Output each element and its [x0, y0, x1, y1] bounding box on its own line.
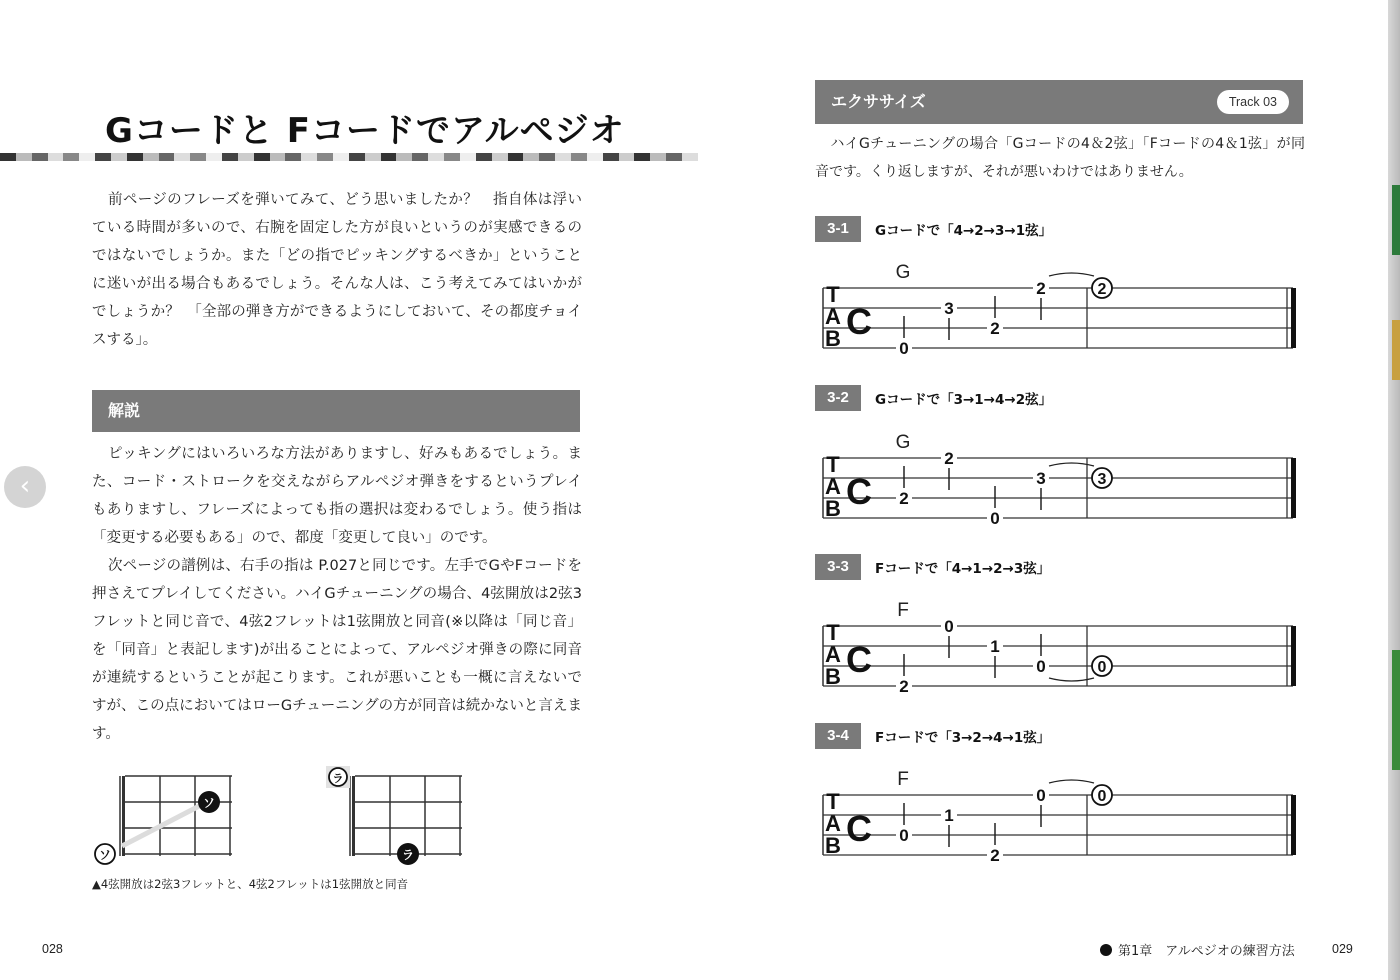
tab-staff-3-1: [815, 258, 1305, 358]
exercise-label-3-4: [815, 723, 1050, 749]
exercise-number: 3-3: [815, 554, 861, 580]
book-edge: [1388, 0, 1400, 980]
tab-fret-number: 0: [1036, 657, 1046, 676]
marker-label: ラ: [401, 848, 415, 862]
marker-label: ソ: [98, 848, 112, 862]
exercise-number: 3-1: [815, 216, 861, 242]
tab-fret-number: 0: [899, 826, 909, 845]
time-signature: C: [846, 639, 872, 680]
chord-name: G: [895, 432, 911, 453]
tab-clef-letter: T: [826, 789, 840, 814]
tab-staff-3-4: [815, 765, 1305, 865]
page-title: Gコードと Fコードでアルペジオ: [105, 111, 625, 151]
chapter-bullet-icon: [1100, 944, 1112, 956]
tab-end-thick-bar: [1291, 626, 1296, 686]
exercise-description-text: ハイGチューニングの場合「Gコードの4＆2弦」「Fコードの4＆1弦」が同音です。くり返しますが、それが悪いわけではありません。: [815, 136, 1305, 180]
tab-clef-letter: B: [825, 664, 841, 689]
tie-slur: [1049, 273, 1094, 276]
tab-fret-number: 2: [944, 449, 954, 468]
intro-text: 前ページのフレーズを弾いてみて、どう思いましたか？ 指自体は浮いている時間が多いので、右腕を固定した方が良いというのが実感できるのではないでしょうか。また「どの指でピッキングするべきか」ということに迷いが出る場合もあるでしょう。そんな人は、こう考えてみてはいかがでしょうか？ 「全部の弾き方ができるようにしておいて、その都度チョイスする」。: [92, 192, 582, 348]
tab-fret-number: 3: [1036, 469, 1046, 488]
explanation-text-2: 次ページの譜例は、右手の指は P.027と同じです。左手でGやFコードを押さえてプレイしてください。ハイGチューニングの場合、4弦開放は2弦3フレットと同じ音で、4弦2フレットは1弦開放と同音(※以降は「同じ音」を「同音」と表記します)が出ることによって、アルペジオ弾きの際に同音が連続するということが起こります。これが悪いことも一概に言えないですが、この点においてはローGチューニングの方が同音は続かないと言えます。: [92, 558, 582, 742]
tab-clef-letter: B: [825, 326, 841, 351]
tab-clef-letter: T: [826, 620, 840, 645]
tab-fret-number: 3: [944, 299, 954, 318]
tab-fret-number: 1: [990, 637, 1000, 656]
section-header-explanation: 解説: [92, 390, 580, 432]
exercise-number: 3-2: [815, 385, 861, 411]
track-badge: Track 03: [1217, 90, 1289, 114]
tie-slur: [1049, 780, 1094, 783]
time-signature: C: [846, 471, 872, 512]
tab-end-thick-bar: [1291, 795, 1296, 855]
tab-fret-number: 0: [944, 617, 954, 636]
chapter-title: 第1章 アルペジオの練習方法: [1118, 944, 1295, 959]
fretboard-diagram-ra: [326, 766, 476, 870]
exercise-label-3-3: [815, 554, 1050, 580]
tab-fret-number: 2: [1036, 279, 1046, 298]
exercise-description: [815, 130, 1305, 186]
marker-label: ソ: [202, 796, 216, 810]
tab-fret-number: 0: [1036, 786, 1046, 805]
tab-clef-letter: T: [826, 282, 840, 307]
exercise-header-title: エクササイズ: [831, 92, 926, 111]
exercise-title: Gコードで「4→2→3→1弦」: [875, 223, 1053, 239]
tab-clef-letter: A: [825, 304, 841, 329]
tab-fret-number: 0: [899, 339, 909, 358]
tab-clef-letter: A: [825, 474, 841, 499]
tied-fret-number: 0: [1097, 659, 1107, 676]
figure-caption: ▲4弦開放は2弦3フレットと、4弦2フレットは1弦開放と同音: [92, 877, 409, 891]
exercise-header: [815, 80, 1303, 124]
chord-name: G: [895, 262, 911, 283]
tab-end-thick-bar: [1291, 288, 1296, 348]
exercise-number: 3-4: [815, 723, 861, 749]
chapter-footer: [1100, 940, 1295, 959]
exercise-label-3-2: [815, 385, 1052, 411]
tab-fret-number: 2: [899, 677, 909, 696]
page-number-right: 029: [1332, 942, 1353, 956]
tab-clef-letter: A: [825, 642, 841, 667]
tab-fret-number: 2: [990, 846, 1000, 865]
tab-clef-letter: B: [825, 496, 841, 521]
previous-page-button[interactable]: ‹: [4, 466, 46, 508]
exercise-label-3-1: [815, 216, 1052, 242]
explanation-paragraphs: [92, 440, 582, 748]
tied-fret-number: 0: [1097, 788, 1107, 805]
time-signature: C: [846, 301, 872, 342]
tab-end-thick-bar: [1291, 458, 1296, 518]
tab-fret-number: 0: [990, 509, 1000, 528]
title-rule: [0, 153, 698, 161]
fretboard-diagram-so: [92, 770, 242, 870]
marker-label: ラ: [332, 772, 344, 785]
tab-clef-letter: A: [825, 811, 841, 836]
time-signature: C: [846, 808, 872, 849]
exercise-title: Gコードで「3→1→4→2弦」: [875, 392, 1053, 408]
tied-fret-number: 3: [1097, 471, 1107, 488]
tab-fret-number: 1: [944, 806, 954, 825]
explanation-text-1: ピッキングにはいろいろな方法がありますし、好みもあるでしょう。また、コード・ストロークを交えながらアルペジオ弾きをするというプレイもありますし、フレーズによっても指の選択は変わるでしょう。使う指は「変更する必要もある」ので、都度「変更して良い」のです。: [92, 446, 582, 546]
tab-clef-letter: T: [826, 452, 840, 477]
tied-fret-number: 2: [1097, 281, 1107, 298]
page-number-left: 028: [42, 942, 63, 956]
tab-fret-number: 2: [990, 319, 1000, 338]
exercise-title: Fコードで「3→2→4→1弦」: [875, 730, 1051, 746]
intro-paragraph: [92, 186, 582, 354]
chord-name: F: [897, 600, 909, 621]
tab-staff-3-3: [815, 596, 1305, 696]
tab-clef-letter: B: [825, 833, 841, 858]
exercise-title: Fコードで「4→1→2→3弦」: [875, 561, 1051, 577]
tab-fret-number: 2: [899, 489, 909, 508]
tab-staff-3-2: [815, 428, 1305, 528]
chord-name: F: [897, 769, 909, 790]
